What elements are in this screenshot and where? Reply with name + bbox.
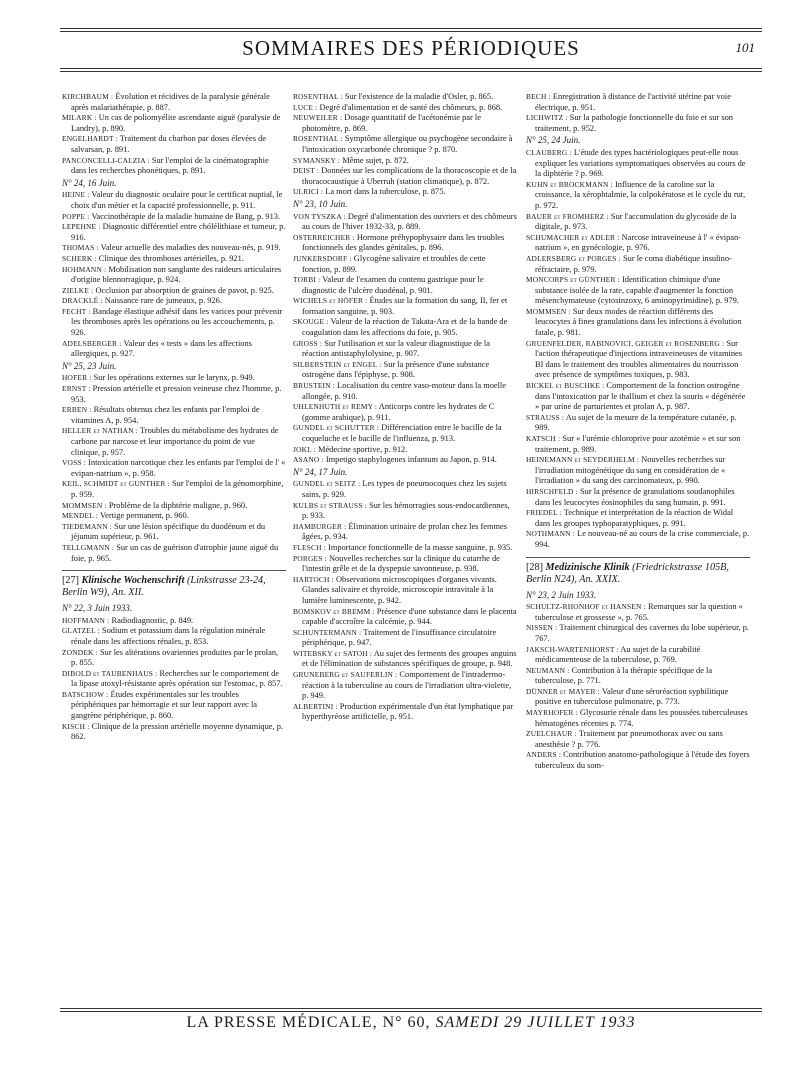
article-title: Nouvelles recherches sur la clinique du catarrhe de l'intestin grêle et de la dyspepsie savonneuse, p. 938.: [302, 553, 500, 574]
article-author: ZIELKE :: [62, 285, 94, 295]
article-author: ASANO :: [293, 455, 324, 465]
issue-heading: N° 24, 16 Juin.: [62, 177, 117, 188]
article-author: LICHWITZ :: [526, 113, 568, 123]
article-entry: [62, 626, 286, 647]
article-entry: [526, 529, 750, 550]
article-title: Résultats obtenus chez les enfants par l'emploi de vitamines A, p. 954.: [71, 405, 260, 425]
article-author: LUCE :: [293, 102, 318, 112]
article-title: Valeur du diagnostic oculaire pour le certificat nuptial, le choix d'un métier et la capacité professionnelle, p. 911.: [71, 190, 283, 210]
article-entry: [62, 511, 286, 522]
article-entry: [293, 381, 517, 402]
article-author: PORGES :: [293, 553, 327, 563]
article-title: Sur deux modes de réaction différents des leucocytes à fines granulations dans les infections à évolution fatale, p. 981.: [535, 306, 742, 338]
article-entry: [62, 265, 286, 286]
article-title: Enregistration à distance de l'activité utérine par voie électrique, p. 951.: [535, 92, 731, 112]
article-author: BAUER et FROMHERZ :: [526, 211, 609, 221]
footer-rule: [60, 1008, 762, 1012]
article-author: DEIST :: [293, 166, 320, 176]
article-entry: [62, 190, 286, 211]
article-entry: [293, 233, 517, 254]
article-entry: [62, 222, 286, 243]
article-author: JUNKERSDORF :: [293, 253, 352, 263]
article-title: Même sujet, p. 872.: [342, 155, 409, 165]
article-entry: [293, 543, 517, 554]
column-right: [526, 92, 750, 772]
article-author: GRUNEBERG et SAUFERLIN :: [293, 670, 398, 680]
journal-heading: [526, 557, 750, 586]
article-author: KEIL, SCHMIDT et GUNTHER :: [62, 479, 170, 489]
article-entry: [526, 148, 750, 180]
article-entry: [526, 645, 750, 666]
article-title: Occlusion par absorption de graines de pavot, p. 925.: [95, 285, 274, 295]
article-author: HEINE :: [62, 190, 90, 200]
article-title: Vaccinothérapie de la maladie humaine de Bang, p. 913.: [91, 211, 281, 221]
article-author: ERBEN :: [62, 405, 92, 415]
article-title: Données sur les complications de la thoracoscopie et de la thoracocaustique à Uberruh (station climatique), p. 872.: [302, 166, 517, 186]
article-entry: [62, 339, 286, 360]
article-entry: [526, 487, 750, 508]
article-author: KULBS et STRAUSS :: [293, 500, 367, 510]
article-author: ADELSBERGER :: [62, 338, 122, 348]
article-entry: [62, 522, 286, 543]
article-title: Anticorps contre les hydrates de C (gomme arabique), p. 911.: [302, 402, 495, 422]
article-entry: [293, 628, 517, 649]
article-title: Glycosurie rénale dans les poussées tuberculeuses hématogènes récentes p. 774.: [535, 708, 748, 728]
article-title: Sur l'emploi de la cinématographie dans les recherches phonétiques, p. 891.: [71, 155, 269, 176]
issue-heading: N° 22, 3 Juin 1933.: [62, 603, 133, 614]
article-entry: [62, 690, 286, 722]
article-title: Le nouveau-né au cours de la crise commerciale, p. 994.: [535, 529, 750, 549]
article-title: Technique et interprétation de la réaction de Widal dans les groupes typhoparatyphiques, p. 991.: [535, 508, 734, 528]
article-entry: [526, 687, 750, 708]
article-entry: [62, 286, 286, 297]
article-entry: [293, 445, 517, 456]
article-author: GUNDEL et SEITZ :: [293, 479, 361, 489]
article-title: Traitement du charbon par doses élevées de salvarsan, p. 891.: [71, 134, 267, 154]
article-author: THOMAS :: [62, 243, 99, 253]
article-entry: [62, 648, 286, 669]
article-author: GRUENFELDER, RABINOVICI, GEIGER et ROSENBERG :: [526, 338, 725, 348]
issue-heading: N° 25, 24 Juin.: [526, 135, 581, 146]
article-title: Différenciation entre le bacille de la coqueluche et le bacille de l'influenza, p. 913.: [302, 423, 502, 443]
article-title: Valeur d'une séroréaction syphilitique positive en tuberculose pulmonaire, p. 773.: [535, 686, 729, 707]
article-title: Troubles du métabolisme des hydrates de carbone par narcose et leur importance du point de vue clinique, p. 957.: [71, 426, 279, 457]
article-entry: [293, 317, 517, 338]
article-title: Degré d'alimentation et de santé des chômeurs, p. 868.: [319, 102, 503, 112]
article-title: Valeur de l'examen du contenu gastrique pour le diagnostic de l'ulcère duodénal, p. 901.: [302, 275, 484, 295]
article-entry: [293, 501, 517, 522]
article-entry: [293, 522, 517, 543]
article-title: Clinique de la pression artérielle moyenne dynamique, p. 862.: [71, 721, 283, 742]
article-entry: [293, 339, 517, 360]
article-title: Radiodiagnostic, p. 849.: [111, 615, 194, 625]
article-title: L'étude des types bactériologiques peut-elle nous expliquer les variations symptomatiques observées au cours de la diphtérie ? p. 969.: [535, 147, 746, 179]
article-author: WITEBSKY et SATOH :: [293, 648, 373, 658]
article-entry: [293, 702, 517, 723]
article-entry: [526, 180, 750, 212]
article-entry: [62, 543, 286, 564]
journal-number: [28]: [526, 561, 543, 573]
article-author: CLAUBERG :: [526, 147, 572, 157]
article-entry: [526, 708, 750, 729]
article-author: TORBI :: [293, 275, 321, 285]
article-title: Intoxication narcotique chez les enfants par l'emploi de l' « evipan-natrium », p. 958.: [71, 458, 286, 478]
article-author: KATSCH :: [526, 434, 561, 443]
article-author: OSTERREICHER :: [293, 232, 355, 242]
article-entry: [293, 166, 517, 187]
article-author: FLESCH :: [293, 542, 327, 552]
article-author: ANDERS :: [526, 750, 562, 760]
article-author: SCHULTZ-RHONHOF et HANSEN :: [526, 602, 646, 612]
article-entry: [293, 670, 517, 702]
article-author: TELLGMANN :: [62, 542, 115, 552]
article-title: Vertige permanent, p. 960.: [99, 511, 189, 521]
journal-address: (Linkstrasse 23-24, Berlin W9), An. XII.: [62, 575, 266, 599]
article-author: NOTHMANN :: [526, 529, 576, 539]
article-entry: [293, 649, 517, 670]
article-author: ZONDEK :: [62, 647, 98, 657]
article-entry: [62, 501, 286, 512]
article-title: Impetigo staphylogenes infantum au Japon, p. 914.: [325, 455, 497, 465]
article-entry: [526, 623, 750, 644]
article-author: MOMMSEN :: [526, 306, 571, 316]
page-footer: [60, 1014, 762, 1032]
article-title: Production expérimentale d'un état lymphatique par hyperthyréose artificielle, p. 951.: [302, 701, 514, 722]
article-entry: [62, 458, 286, 479]
article-entry: [526, 339, 750, 381]
article-entry: [62, 722, 286, 743]
article-author: HOFER :: [62, 373, 92, 383]
article-entry: [293, 554, 517, 575]
header-top-rule: [60, 28, 762, 32]
article-author: BICKEL et BUSCHKE :: [526, 381, 605, 391]
article-author: ULRICI :: [293, 187, 324, 197]
article-entry: [526, 729, 750, 750]
article-author: ALBERTINI :: [293, 701, 338, 711]
article-entry: [293, 254, 517, 275]
article-title: Sur la pathologie fonctionnelle du foie et sur son traitement, p. 952.: [535, 113, 733, 133]
article-title: Dosage quantitatif de l'acétonémie par le photomètre, p. 869.: [302, 113, 481, 133]
article-title: Sur une lésion spécifique du duodénum et du jéjunum supérieur, p. 961.: [71, 521, 266, 542]
article-title: Influence de la caroline sur la croissance, la xérophtalmie, la colpokératose et le cycle du rut, p. 972.: [535, 179, 746, 210]
article-author: KISCH :: [62, 721, 90, 731]
article-author: BOMSKOV et BREMM :: [293, 606, 375, 616]
article-author: DÜNNER et MAYER :: [526, 686, 600, 696]
article-entry: [62, 92, 286, 113]
article-author: NEUMANN :: [526, 665, 570, 675]
article-entry: [62, 616, 286, 627]
article-author: FRIEDEL :: [526, 508, 562, 518]
article-entry: [293, 187, 517, 198]
article-title: Études sur la formation du sang, II, fer et formation sanguine, p. 903.: [302, 296, 508, 316]
article-title: Au sujet des ferments des groupes anguins et de l'élimination de substances spécifiques de groupe, p. 948.: [302, 648, 517, 669]
article-author: ERNST :: [62, 384, 91, 394]
article-author: HOHMANN :: [62, 264, 107, 274]
article-title: Comportement de la fonction ostrogène dans l'intoxication par le thallium et chez la souris « dégénérée » par urine de parturientes et prolan A, p. 987.: [535, 381, 746, 412]
article-author: SILBERSTEIN et ENGEL :: [293, 359, 382, 369]
column-left: [62, 92, 286, 743]
article-author: VON TYSZKA :: [293, 211, 346, 221]
article-author: JAKSCH-WARTENHORST :: [526, 644, 619, 654]
header-bottom-rule: [60, 68, 762, 69]
article-title: Degré d'alimentation des ouvriers et des chômeurs au cours de l'hiver 1932-33, p. 889.: [302, 211, 517, 232]
article-entry: [526, 413, 750, 434]
article-author: GUNDEL et SCHUTTER :: [293, 423, 379, 433]
article-title: Valeur des « tests » dans les affections allergiques, p. 927.: [71, 338, 252, 359]
article-author: SCHERK :: [62, 253, 97, 263]
article-author: HIRSCHFELD :: [526, 486, 578, 496]
article-entry: [62, 243, 286, 254]
article-author: HAMBURGER :: [293, 521, 347, 531]
article-title: Valeur actuelle des maladies des nouveau-nés, p. 919.: [100, 243, 281, 253]
article-title: Sur un cas de guérison d'atrophie jaune aiguë du foie, p. 965.: [71, 542, 279, 563]
article-entry: [62, 405, 286, 426]
article-author: KIRCHBAUM :: [62, 92, 114, 101]
article-author: SCHUNTERMANN :: [293, 627, 362, 637]
article-author: HELLER et NATHAN :: [62, 426, 139, 436]
article-title: Diagnostic différentiel entre chólélithiase et tumeur, p. 916.: [71, 222, 286, 242]
article-entry: [526, 508, 750, 529]
article-entry: [526, 602, 750, 623]
article-title: Narcose intraveineuse à l' « évipan-natrium », en gynécologie, p. 976.: [535, 232, 741, 253]
page-number: 101: [735, 40, 755, 55]
article-entry: [62, 134, 286, 155]
article-entry: [293, 296, 517, 317]
article-author: SYMANSKY :: [293, 155, 341, 165]
article-title: Études expérimentales sur les troubles périphériques par hémorragie et sur leur rapport avec la gangrène périphérique, p. 860.: [71, 689, 258, 721]
footer-journal: LA PRESSE MÉDICALE, N° 60,: [186, 1014, 431, 1031]
article-author: KUHN et BROCKMANN :: [526, 179, 613, 189]
article-title: Sur l'accumulation du glycoside de la digitale, p. 973.: [535, 211, 737, 232]
article-entry: [293, 575, 517, 607]
article-entry: [526, 233, 750, 254]
article-entry: [526, 113, 750, 134]
column-middle: [293, 92, 517, 723]
article-entry: [293, 92, 517, 103]
article-entry: [293, 360, 517, 381]
article-title: Observations microscopiques d'organes vivants. Glandes salivaire et thyroïde, microscopie intravitale à la lumière luminescente, p. 942.: [302, 574, 497, 605]
article-entry: [293, 156, 517, 167]
article-author: ROSENTHAL :: [293, 92, 343, 101]
article-title: Comportement de l'intradermo-réaction à la tuberculine au cours de l'irradiation ultra-violette, p. 949.: [302, 670, 512, 701]
article-author: ENGELHARDT :: [62, 134, 118, 144]
article-title: Sur le coma diabétique insulino-réfractaire, p. 979.: [535, 253, 732, 274]
article-entry: [62, 669, 286, 690]
article-entry: [293, 423, 517, 444]
article-entry: [526, 92, 750, 113]
article-author: POPPE :: [62, 211, 90, 221]
article-title: Problème de la diphtérie maligne, p. 960.: [108, 500, 248, 510]
article-title: Traitement chirurgical des cavernes du lobe supérieur, p. 767.: [535, 623, 749, 643]
article-title: Symptôme allergique ou psychogène secondaire à l'intoxication oxycarbonée chronique ? p. 870.: [302, 134, 513, 154]
article-entry: [526, 212, 750, 233]
article-title: Au sujet de la mesure de la température cutanée, p. 989.: [535, 412, 737, 433]
article-entry: [526, 666, 750, 687]
article-entry: [526, 254, 750, 275]
article-title: Évolution et récidives de la paralysie générale après malariathérapie, p. 887.: [71, 92, 270, 112]
article-title: Au sujet de la curabilité médicamenteuse de la tuberculose, p. 769.: [535, 644, 701, 665]
article-entry: [526, 750, 750, 771]
article-author: SCHUMACHER et ADLER :: [526, 232, 620, 242]
journal-number: [27]: [62, 575, 79, 587]
article-title: Remarques sur la question « tuberculose et grossesse », p. 765.: [535, 602, 743, 622]
article-author: HOFFMANN :: [62, 615, 110, 625]
article-author: MAYRHOFER :: [526, 708, 578, 718]
article-author: WICHELS et HÖFER :: [293, 296, 368, 306]
article-author: HARTOCH :: [293, 574, 334, 584]
article-title: La mort dans la tuberculose, p. 875.: [325, 187, 446, 197]
article-author: VOSS :: [62, 458, 86, 468]
article-author: UHLENHUTH et REMY :: [293, 402, 378, 412]
article-title: Sur la présence de granulations soudanophiles dans les leucocytes éosinophiles du sang humain, p. 991.: [535, 486, 735, 507]
article-title: Localisation du centre vaso-moteur dans la moelle allongée, p. 910.: [302, 381, 506, 401]
article-title: Sur l'utilisation et sur la valeur diagnostique de la réaction antistaphylolysine, p. 907.: [302, 338, 490, 359]
header-bottom-rule-2: [60, 71, 762, 72]
article-author: STRAUSS :: [526, 412, 565, 422]
article-title: Sur l'emploi de la génomorphine, p. 959.: [71, 479, 284, 499]
article-title: Traitement par pneumothorax avec ou sans anesthésie ? p. 776.: [535, 729, 723, 749]
article-author: NISSEN :: [526, 623, 558, 633]
article-entry: [293, 134, 517, 155]
article-author: LEPEHNE :: [62, 222, 101, 232]
article-title: Élimination urinaire de prolan chez les femmes âgées, p. 934.: [302, 521, 508, 542]
article-title: Nouvelles recherches sur l'irradiation mitogénétique du sang en considération de « l'irradiation » du sang des carcinomateux, p. 990.: [535, 455, 726, 486]
article-entry: [526, 275, 750, 307]
article-entry: [293, 479, 517, 500]
article-entry: [293, 275, 517, 296]
article-entry: [62, 384, 286, 405]
article-author: GLATZEL :: [62, 626, 100, 636]
article-title: Les types de pneumocoques chez les sujets sains, p. 929.: [302, 479, 507, 499]
article-title: Valeur de la réaction de Takata-Ara et de la bande de coagulation dans les affections du foie, p. 905.: [302, 317, 508, 338]
footer-date: SAMEDI 29 JUILLET 1933: [435, 1014, 636, 1031]
article-entry: [62, 113, 286, 134]
article-entry: [526, 434, 750, 455]
issue-heading: N° 23, 2 Juin 1933.: [526, 589, 597, 600]
article-title: Traitement de l'insuffisance circulatoire périphérique, p. 947.: [302, 627, 497, 648]
article-title: Sodium et potassium dans la régulation minérale rénale dans les affections rénales, p. 853.: [71, 626, 266, 646]
article-entry: [293, 455, 517, 466]
article-author: SKOUGE :: [293, 317, 329, 327]
article-entry: [62, 296, 286, 307]
article-title: Sur l'action thérapeutique d'injections intraveineuses de vitamines BI dans le traitement des troubles alimentaires du nourrisson avec présence de symptômes toxiques, p. 983.: [535, 338, 742, 380]
article-author: MOMMSEN :: [62, 500, 107, 510]
article-title: Sur « l'urémie chloroprive pour azotémie » et sur son traitement, p. 989.: [535, 434, 741, 454]
journal-heading: [62, 570, 286, 599]
article-author: NEUWEILER :: [293, 113, 343, 123]
article-entry: [293, 113, 517, 134]
article-entry: [62, 307, 286, 339]
article-entry: [62, 479, 286, 500]
article-entry: [293, 212, 517, 233]
issue-heading: N° 25, 23 Juin.: [62, 360, 117, 371]
article-author: MONCORPS et GÜNTHER :: [526, 275, 620, 285]
article-title: Sur les altérations ovariennes produites par le prolan, p. 855.: [71, 647, 279, 668]
article-title: Sur l'existence de la maladie d'Osler, p. 865.: [344, 92, 494, 101]
article-author: PANCONCELLI-CALZIA :: [62, 155, 150, 165]
page-title: SOMMAIRES DES PÉRIODIQUES: [242, 36, 580, 60]
article-author: ZUELCHAUR :: [526, 729, 577, 739]
journal-name: Klinische Wochenschrift: [81, 575, 185, 587]
article-author: FECHT :: [62, 306, 91, 316]
article-entry: [293, 103, 517, 114]
issue-heading: N° 23, 10 Juin.: [293, 198, 348, 209]
article-author: ROSENTHAL :: [293, 134, 343, 144]
article-entry: [293, 402, 517, 423]
article-title: Contribution à la thérapie spécifique de la tuberculose, p. 771.: [535, 665, 713, 686]
article-entry: [62, 373, 286, 384]
article-title: Naissance rare de jumeaux, p. 926.: [104, 296, 222, 306]
article-author: GROSS :: [293, 338, 323, 348]
article-entry: [526, 307, 750, 339]
article-entry: [62, 212, 286, 223]
article-title: Pression artérielle et pression veineuse chez l'homme, p. 953.: [71, 384, 282, 404]
article-title: Hormone préhypophysaire dans les troubles fonctionnels des glandes génitales, p. 896.: [302, 232, 505, 253]
article-entry: [62, 254, 286, 265]
article-title: Un cas de poliomyélite ascendante aiguë (paralysie de Landry), p. 890.: [71, 113, 281, 133]
article-title: Bandage élastique adhésif dans les varices pour prévenir les thromboses après les opérations ou les accouchements, p. 926.: [71, 306, 283, 338]
article-title: Importance fonctionnelle de la masse sanguine, p. 935.: [328, 542, 513, 552]
article-entry: [62, 156, 286, 177]
article-title: Sur la présence d'une substance ostrogène dans l'épiphyse, p. 908.: [302, 359, 490, 380]
article-author: ADLERSBERG et PORGES :: [526, 253, 621, 263]
article-title: Clinique des thromboses artérielles, p. 921.: [98, 253, 244, 263]
article-author: TIEDEMANN :: [62, 521, 113, 531]
article-title: Présence d'une substance dans le placenta capable d'accroître la calcémie, p. 944.: [302, 606, 517, 627]
article-entry: [62, 426, 286, 458]
article-title: Sur les hémorragies sous-endocardiennes, p. 933.: [302, 500, 510, 521]
article-author: MENDEL :: [62, 511, 99, 521]
article-title: Recherches sur le comportement de la lipase atoxyl-résistante après opération sur l'estomac, p. 857.: [71, 668, 283, 689]
article-author: DRACKLÉ :: [62, 296, 103, 306]
article-entry: [526, 381, 750, 413]
article-title: Glycogène salivaire et troubles de cette fonction, p. 899.: [302, 253, 486, 274]
article-title: Sur les opérations externes sur le larynx, p. 949.: [93, 373, 255, 383]
article-author: DIBOLD et TAUBENHAUS :: [62, 668, 158, 678]
article-author: HEINEMANN et SEYDERHELM :: [526, 455, 640, 465]
article-author: BRUSTEIN :: [293, 381, 336, 391]
article-title: Médecine sportive, p. 912.: [318, 444, 408, 454]
article-title: Identification chimique d'une substance isolée de la rate, capable d'augmenter la fonction mésenchymateuse (cytosinzoxy, 6 aminopyrimidine), p. 979.: [535, 275, 739, 306]
article-entry: [526, 455, 750, 487]
journal-name: Medizinische Klinik: [545, 561, 630, 573]
article-author: BECH :: [526, 92, 551, 101]
article-title: Mobilisation non sanglante des raideurs articulaires d'origine blennorragique, p. 924.: [71, 264, 282, 285]
article-author: MILARK :: [62, 113, 97, 123]
article-entry: [293, 607, 517, 628]
article-author: JOKL :: [293, 444, 316, 454]
article-title: Contribution anatomo-pathologique à l'étude des foyers tuberculeux du som-: [535, 750, 750, 771]
journal-address: (Friedrickstrasse 105B, Berlin N24), An. XXIX.: [526, 561, 729, 585]
issue-heading: N° 24, 17 Juin.: [293, 466, 348, 477]
article-author: BATSCHOW :: [62, 689, 109, 699]
